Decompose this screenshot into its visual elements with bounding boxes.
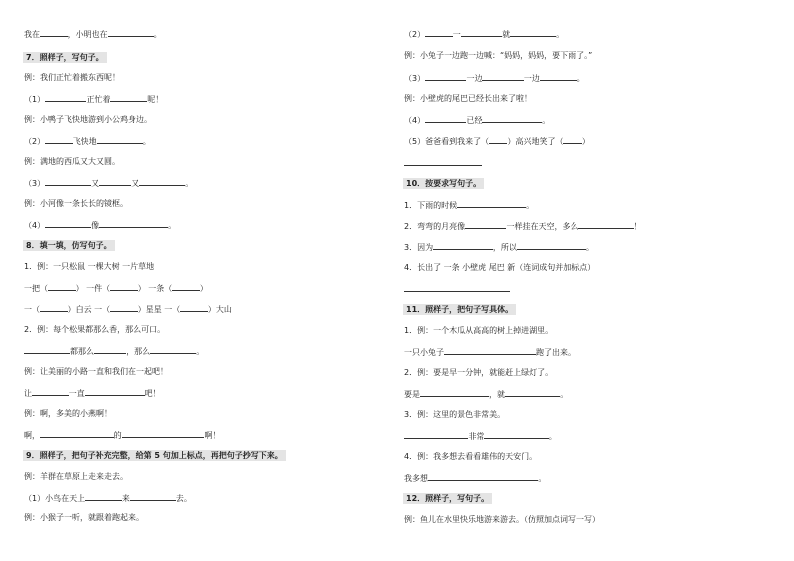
- answer-blank: [24, 345, 70, 354]
- exercise-line: 一把（ ） 一件（ ） 一条（ ）: [24, 284, 208, 293]
- exercise-line: 例：小兔子一边跑一边喊：“妈妈，妈妈，要下雨了。”: [404, 51, 593, 60]
- answer-blank: [45, 135, 73, 144]
- answer-blank: [489, 135, 507, 144]
- answer-blank: [425, 72, 466, 81]
- exercise-line: 2．例：每个松果都那么香，那么可口。: [24, 325, 166, 334]
- answer-blank: [461, 28, 502, 37]
- answer-blank: [45, 177, 91, 186]
- answer-blank: [94, 345, 126, 354]
- answer-blank: [578, 220, 633, 229]
- exercise-line: （1）小鸟在天上 来 去。: [24, 494, 192, 503]
- section-heading: 7．照样子，写句子。: [23, 52, 107, 63]
- exercise-line: 2．例：要是早一分钟，就能赶上绿灯了。: [404, 368, 554, 377]
- exercise-line: 例：鱼儿在水里快乐地游来游去。（仿照加点词写一写）: [404, 515, 600, 524]
- exercise-line: [404, 157, 482, 169]
- answer-blank: [40, 28, 68, 37]
- exercise-line: 一（ ）白云 一（ ）星星 一（ ）大山: [24, 305, 232, 314]
- exercise-line: （3） 又 又 。: [24, 179, 194, 188]
- exercise-line: （3） 一边 一边 。: [404, 74, 585, 83]
- answer-blank: [139, 177, 185, 186]
- exercise-line: 例：小河像一条长长的镜框。: [24, 199, 128, 208]
- exercise-line: 例：小猴子一听，就跟着跑起来。: [24, 513, 144, 522]
- exercise-line: 1．下雨的时候 。: [404, 201, 535, 210]
- exercise-line: （4） 已经 。: [404, 116, 551, 125]
- exercise-line: 例：我们正忙着搬东西呢！: [24, 73, 120, 82]
- answer-blank: [32, 387, 69, 396]
- section-heading: 10．按要求写句子。: [403, 178, 484, 189]
- exercise-line: 3．因为 ，所以 。: [404, 243, 594, 252]
- exercise-line: 3．例：这里的景色非常美。: [404, 410, 506, 419]
- answer-blank: [425, 28, 453, 37]
- exercise-line: 4．例：我多想去看看雄伟的天安门。: [404, 452, 538, 461]
- answer-blank: [110, 303, 138, 312]
- answer-blank: [484, 430, 548, 439]
- answer-blank: [563, 135, 581, 144]
- exercise-line: 让 一直 吧！: [24, 389, 161, 398]
- exercise-line: 例：小鸭子飞快地游到小公鸡身边。: [24, 115, 152, 124]
- answer-blank: [40, 303, 68, 312]
- section-heading: 9．照样子，把句子补充完整，给第 5 句加上标点，再把句子抄写下来。: [23, 450, 286, 461]
- answer-blank: [433, 241, 493, 250]
- exercise-line: [404, 283, 510, 295]
- answer-blank: [444, 346, 536, 355]
- exercise-line: 例：小壁虎的尾巴已经长出来了啦！: [404, 94, 532, 103]
- answer-blank: [40, 429, 114, 438]
- exercise-line: 2．弯弯的月亮像 一样挂在天空，多么 ！: [404, 222, 642, 231]
- section-heading: 11．照样子，把句子写具体。: [403, 304, 516, 315]
- answer-blank: [420, 388, 489, 397]
- answer-blank: [172, 282, 200, 291]
- answer-blank: [99, 219, 168, 228]
- answer-blank: [85, 492, 122, 501]
- exercise-line: 啊， 的 啊！: [24, 431, 221, 440]
- answer-blank: [457, 199, 526, 208]
- section-heading: 12．照样子，写句子。: [403, 493, 492, 504]
- answer-blank: [110, 282, 138, 291]
- exercise-line: 我在 ，小明也在 。: [24, 30, 162, 39]
- answer-blank: [428, 472, 538, 481]
- exercise-line: 例：让美丽的小路一直和我们在一起吧！: [24, 367, 168, 376]
- answer-blank: [85, 387, 145, 396]
- exercise-line: 要是 ，就 。: [404, 390, 569, 399]
- answer-blank: [150, 345, 196, 354]
- answer-blank: [45, 219, 91, 228]
- exercise-line: 一只小兔子 跑了出来。: [404, 348, 576, 357]
- exercise-line: 4．长出了 一条 小壁虎 尾巴 新（连词成句并加标点）: [404, 263, 596, 272]
- answer-blank: [110, 93, 147, 102]
- exercise-line: （5）爸爸看到我来了（ ）高兴地笑了（ ）: [404, 137, 590, 146]
- answer-blank: [404, 430, 468, 439]
- exercise-line: （4） 像 。: [24, 221, 177, 230]
- answer-blank: [482, 114, 542, 123]
- exercise-line: 1．例：一只松鼠 一棵大树 一片草地: [24, 262, 155, 271]
- answer-blank: [130, 492, 176, 501]
- exercise-line: （2） 飞快地 。: [24, 137, 151, 146]
- answer-blank: [505, 388, 560, 397]
- exercise-line: （2） 一 就 。: [404, 30, 565, 39]
- answer-blank: [540, 72, 577, 81]
- exercise-line: （1） 正忙着 呢！: [24, 95, 164, 104]
- answer-blank: [404, 157, 482, 166]
- exercise-line: 例：羊群在草原上走来走去。: [24, 472, 128, 481]
- section-heading: 8．填一填，仿写句子。: [23, 240, 115, 251]
- answer-blank: [465, 220, 506, 229]
- exercise-line: 我多想 。: [404, 474, 547, 483]
- answer-blank: [122, 429, 205, 438]
- exercise-line: 例：满地的西瓜又大又圆。: [24, 157, 120, 166]
- exercise-line: 都那么 ，那么 。: [24, 345, 204, 357]
- answer-blank: [99, 177, 131, 186]
- answer-blank: [510, 28, 556, 37]
- exercise-line: 非常 。: [404, 430, 557, 442]
- answer-blank: [180, 303, 208, 312]
- exercise-line: 1．例：一个木瓜从高高的树上掉进湖里。: [404, 326, 554, 335]
- answer-blank: [97, 135, 143, 144]
- answer-blank: [482, 72, 523, 81]
- answer-blank: [517, 241, 586, 250]
- answer-blank: [48, 282, 76, 291]
- answer-blank: [45, 93, 86, 102]
- answer-blank: [108, 28, 154, 37]
- exercise-line: 例：啊，多美的小燕啊！: [24, 409, 112, 418]
- answer-blank: [404, 283, 510, 292]
- answer-blank: [425, 114, 466, 123]
